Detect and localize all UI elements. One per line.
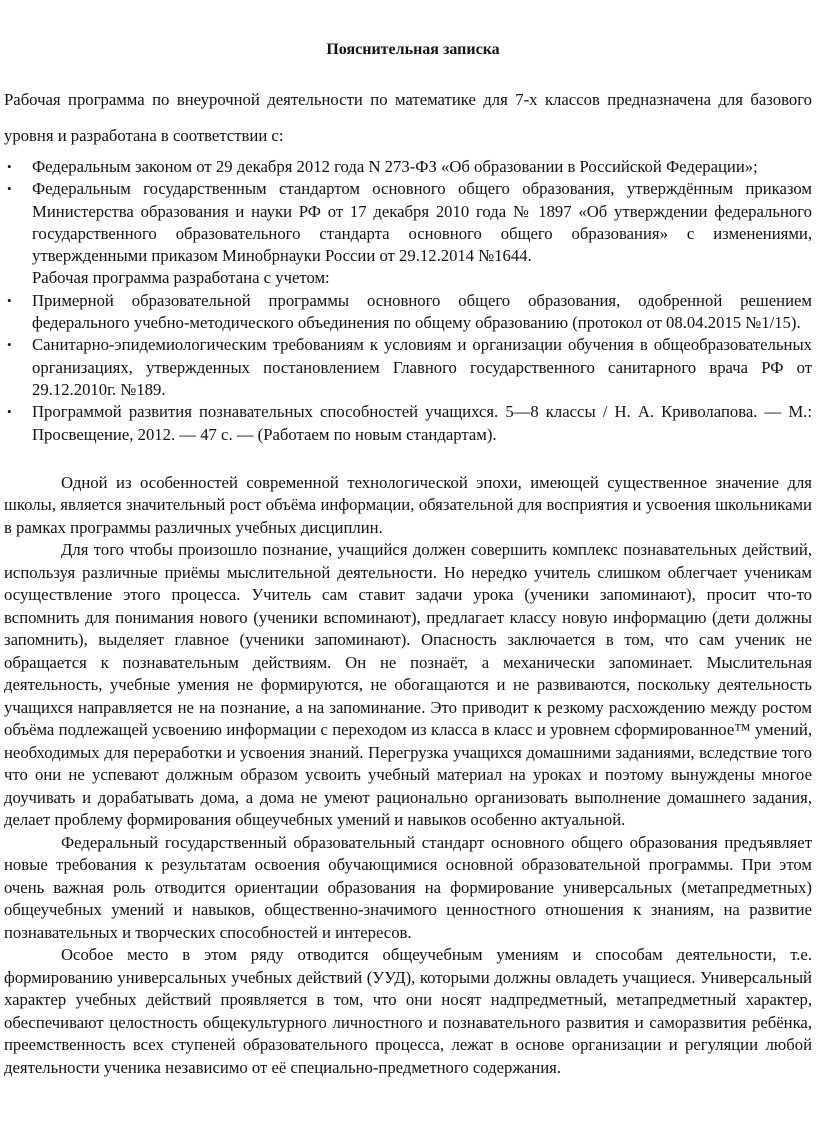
- spacer: [4, 446, 812, 472]
- bullet-icon: •: [7, 181, 12, 197]
- bullet-icon: •: [7, 337, 12, 353]
- subheading-developed-with: Рабочая программа разработана с учетом:: [32, 268, 330, 288]
- bullet-icon: •: [7, 159, 12, 174]
- bullet-text: Санитарно-эпидемиологическим требованиям к условиям и организации обучения в общеобразовательных организациях, утвержденных постановлением Главного государственного санитарного врача РФ от 29.12.2010г. №189.: [32, 335, 812, 399]
- bullet-item: [4, 401, 812, 446]
- bullet-item: [4, 156, 812, 178]
- body-paragraph: Особое место в этом ряду отводится общеучебным умениям и способам деятельности, т.е. формированию универсальных учебных действий (УУД), которыми должны овладеть учащиеся. Универсальный характер учебных действий проявляется в том, что они носят надпредметный, метапредметный характер, обеспечивают целостность общекультурного личностного и познавательного развития и саморазвития ребёнка, преемственность всех ступеней образовательного процесса, лежат в основе организации и регуляции любой деятельности ученика независимо от её специально-предметного содержания.: [4, 945, 812, 1077]
- bullet-list-sources: [4, 290, 812, 446]
- document-title: Пояснительная записка: [326, 41, 500, 58]
- bullet-text: Федеральным законом от 29 декабря 2012 года N 273-ФЗ «Об образовании в Российской Федерации»;: [32, 157, 758, 176]
- body-paragraph: Для того чтобы произошло познание, учащийся должен совершить комплекс познавательных действий, используя различные приёмы мыслительной деятельности. Но нередко учитель слишком облегчает ученикам осуществление этого процесса. Учитель сам ставит задачи урока (ученики запоминают), просит что-то вспомнить для понимания нового (ученики вспоминают), предлагает классу новую информацию (дети должны запомнить), выделяет главное (ученики запоминают). Опасность заключается в том, что сам ученик не обращается к познавательным действиям. Он не познаёт, а механически запоминает. Мыслительная деятельность, учебные умения не формируются, не обогащаются и не развиваются, поскольку деятельность учащихся направляется не на познание, а на запоминание. Это приводит к резкому расхождению между ростом объёма подлежащей усвоению информации с переходом из класса в класс и уровнем сформированное™ умений, необходимых для переработки и усвоения знаний. Перегрузка учащихся домашними заданиями, вследствие того что они не успевают должным образом усвоить учебный материал на уроках и поэтому вынуждены многое доучивать и дорабатывать дома, а дома не умеют рационально организовать выполнение домашнего задания, делает проблему формирования общеучебных умений и навыков особенно актуальной.: [4, 540, 812, 830]
- bullet-text: Примерной образовательной программы основного общего образования, одобренной решением федерального учебно-методического объединения по общему образованию (протокол от 08.04.2015 №1/15).: [32, 290, 812, 333]
- bullet-item: [4, 290, 812, 335]
- body-paragraph: Федеральный государственный образовательный стандарт основного общего образования предъявляет новые требования к результатам освоения обучающимися основной образовательной программы. При этом очень важная роль отводится ориентации образования на формирование универсальных (метапредметных) общеучебных умений и навыков, общественно-значимого ценностного отношения к знаниям, на развитие познавательных и творческих способностей и интересов.: [4, 832, 812, 942]
- body-paragraph: Одной из особенностей современной технологической эпохи, имеющей существенное значение для школы, является значительный рост объёма информации, обязательной для восприятия и усвоения школьниками в рамках программы различных учебных дисциплин.: [4, 472, 812, 537]
- bullet-icon: •: [7, 292, 12, 308]
- bullet-list-legal: [4, 156, 812, 267]
- bullet-text: Федеральным государственным стандартом основного общего образования, утверждённым приказом Министерства образования и науки РФ от 17 декабря 2010 года № 1897 «Об утверждении федерального государственного образовательного стандарта основного общего образования» с изменениями, утвержденными приказом Минобрнауки России от 29.12.2014 №1644.: [32, 179, 812, 266]
- intro-paragraph: Рабочая программа по внеурочной деятельности по математике для 7-х классов предназначена для базового уровня и разработана в соответствии с:: [4, 90, 812, 145]
- bullet-item: [4, 334, 812, 401]
- bullet-text: Программой развития познавательных способностей учащихся. 5—8 классы / Н. А. Криволапова. — М.: Просвещение, 2012. — 47 с. — (Работаем по новым стандартам).: [32, 402, 812, 444]
- bullet-item: [4, 178, 812, 267]
- bullet-icon: •: [7, 404, 12, 420]
